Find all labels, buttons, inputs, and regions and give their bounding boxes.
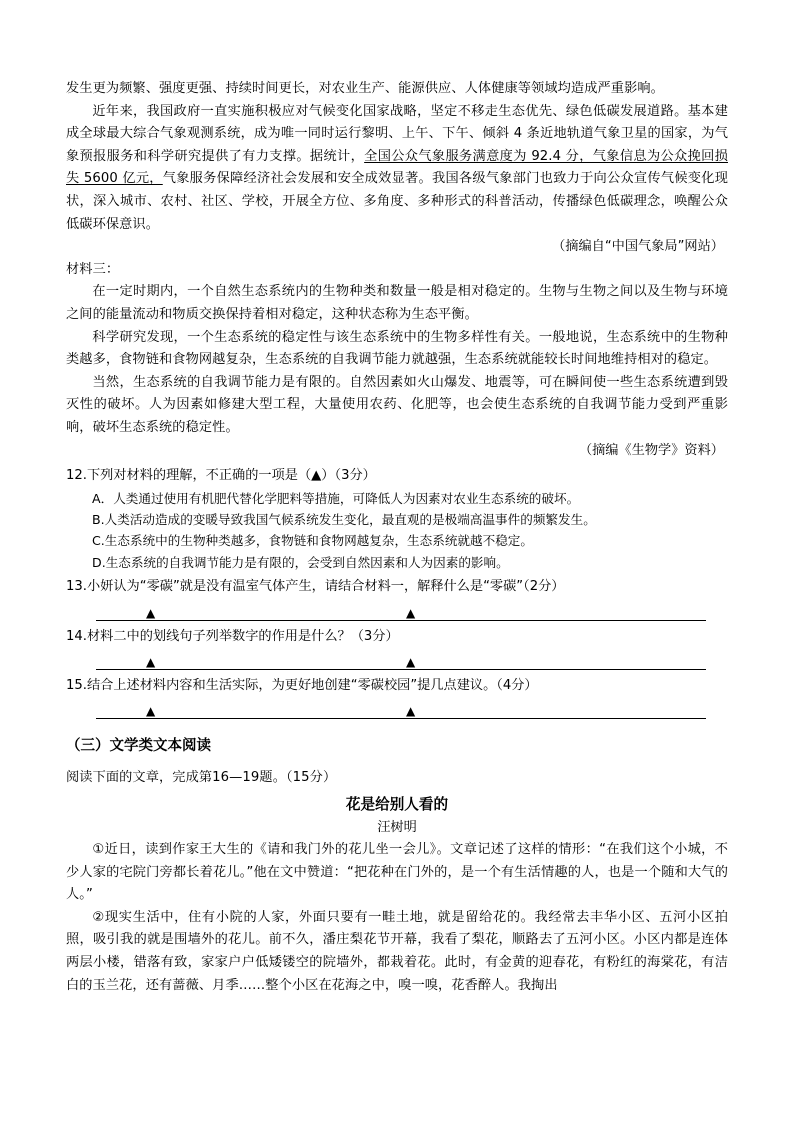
material-three-paragraph-1: 在一定时期内，一个自然生态系统内的生物种类和数量一般是相对稳定的。生物与生物之间以及生物与环境之间的能量流动和物质交换保持着相对稳定，这种状态称为生态平衡。: [66, 284, 728, 322]
article-title: 花是给别人看的: [345, 795, 449, 813]
material-three-label: 材料三：: [66, 261, 120, 277]
section-heading: （三）文学类文本阅读: [66, 738, 211, 755]
question-13-answer-line[interactable]: [96, 599, 706, 621]
triangle-marker-icon: ▲: [146, 605, 156, 620]
material-two-underlined-sentence: 全国公众气象服务满意度为 92.4 分，气象信息为公众挽回损失 5600 亿元，: [66, 148, 728, 187]
triangle-marker-icon: ▲: [146, 654, 156, 669]
material-two-source: （摘编自“中国气象局”网站）: [552, 239, 724, 255]
question-14-stem: [66, 626, 728, 648]
triangle-marker-icon: ▲: [146, 704, 156, 719]
article-author: 汪树明: [377, 819, 417, 835]
triangle-marker-icon: ▲: [406, 704, 416, 719]
material-two-paragraph-2-text: 近年来，我国政府一直实施积极应对气候变化国家战略，坚定不移走生态优先、绿色低碳发展道路。基本建成全球最大综合气象观测系统，成为唯一同时运行黎明、上午、下午、倾斜 4 条近地轨道气象卫星的国家，为气象预报服务和科学研究提供了有力支撑。据统计，: [66, 103, 728, 164]
question-15-stem: [66, 675, 728, 697]
triangle-marker-icon: ▲: [406, 605, 416, 620]
question-12-option-c: C.生态系统中的生物种类越多，食物链和食物网越复杂，生态系统就越不稳定。: [92, 533, 533, 549]
question-12-option-d: D.生态系统的自我调节能力是有限的，会受到自然因素和人为因素的影响。: [92, 554, 509, 570]
question-15-text: 结合上述材料内容和生活实际，为更好地创建“零碳校园”提几点建议。（4分）: [86, 677, 538, 693]
question-13-stem: [66, 576, 728, 598]
question-12-text: 下列对材料的理解，不正确的一项是（▲）（3分）: [86, 468, 376, 484]
material-three-source: （摘编《生物学》资料）: [578, 442, 724, 458]
material-two-paragraph-1: 发生更为频繁、强度更强、持续时间更长，对农业生产、能源供应、人体健康等领域均造成严重影响。: [66, 81, 664, 96]
question-12-number: 12.: [66, 468, 87, 484]
material-two-paragraph-2-tail: 气象服务保障经济社会发展和安全成效显著。我国各级气象部门也致力于向公众宣传气候变化现状，深入城市、农村、社区、学校，开展全方位、多角度、多种形式的科普活动，传播绿色低碳理念，唤醒公众低碳环保意识。: [66, 171, 728, 232]
question-14-text: 材料二中的划线句子列举数字的作用是什么？（3分）: [86, 628, 399, 644]
material-three-paragraph-3: 当然，生态系统的自我调节能力是有限的。自然因素如火山爆发、地震等，可在瞬间使一些生态系统遭到毁灭性的破坏。人为因素如修建大型工程，大量使用农药、化肥等，也会使生态系统的自我调节能力受到严重影响，破坏生态系统的稳定性。: [66, 374, 728, 435]
question-13-number: 13.: [66, 579, 87, 595]
question-13-text: 小妍认为“零碳”就是没有温室气体产生，请结合材料一，解释什么是“零碳”（2分）: [86, 579, 565, 595]
material-two-paragraph-2: [66, 101, 728, 237]
question-12-option-a: A．人类通过使用有机肥代替化学肥料等措施，可降低人为因素对农业生态系统的破坏。: [92, 490, 580, 506]
question-14-answer-line[interactable]: [96, 648, 706, 670]
question-14-number: 14.: [66, 628, 87, 644]
question-15-number: 15.: [66, 677, 87, 693]
section-instruction: 阅读下面的文章，完成第16—19题。（15分）: [66, 770, 337, 786]
question-15-answer-line[interactable]: [96, 697, 706, 719]
question-12-stem: [66, 465, 728, 487]
material-three-paragraph-2: 科学研究发现，一个生态系统的稳定性与该生态系统中的生物多样性有关。一般地说，生态系统中的生物种类越多，食物链和食物网越复杂，生态系统的自我调节能力就越强，生态系统就能较长时间地维持相对的稳定。: [66, 329, 728, 368]
triangle-marker-icon: ▲: [406, 654, 416, 669]
question-12-option-b: B.人类活动造成的变暖导致我国气候系统发生变化，最直观的是极端高温事件的频繁发生。: [92, 511, 596, 527]
article-paragraph-1: ①近日，读到作家王大生的《请和我门外的花儿坐一会儿》。文章记述了这样的情形：“在我们这个小城，不少人家的宅院门旁都长着花儿。”他在文中赞道：“把花种在门外的，是一个有生活情趣的人，也是一个随和大气的人。”: [66, 841, 728, 903]
article-paragraph-2: ②现实生活中，住有小院的人家，外面只要有一畦土地，就是留给花的。我经常去丰华小区、五河小区拍照，吸引我的就是围墙外的花儿。前不久，潘庄梨花节开幕，我看了梨花，顺路去了五河小区。小区内都是连体两层小楼，错落有致，家家户户低矮镂空的院墙外，都栽着花。此时，有金黄的迎春花，有粉红的海棠花，有洁白的玉兰花，还有蔷薇、月季……整个小区在花海之中，嗅一嗅，花香醉人。我掏出: [66, 909, 728, 993]
